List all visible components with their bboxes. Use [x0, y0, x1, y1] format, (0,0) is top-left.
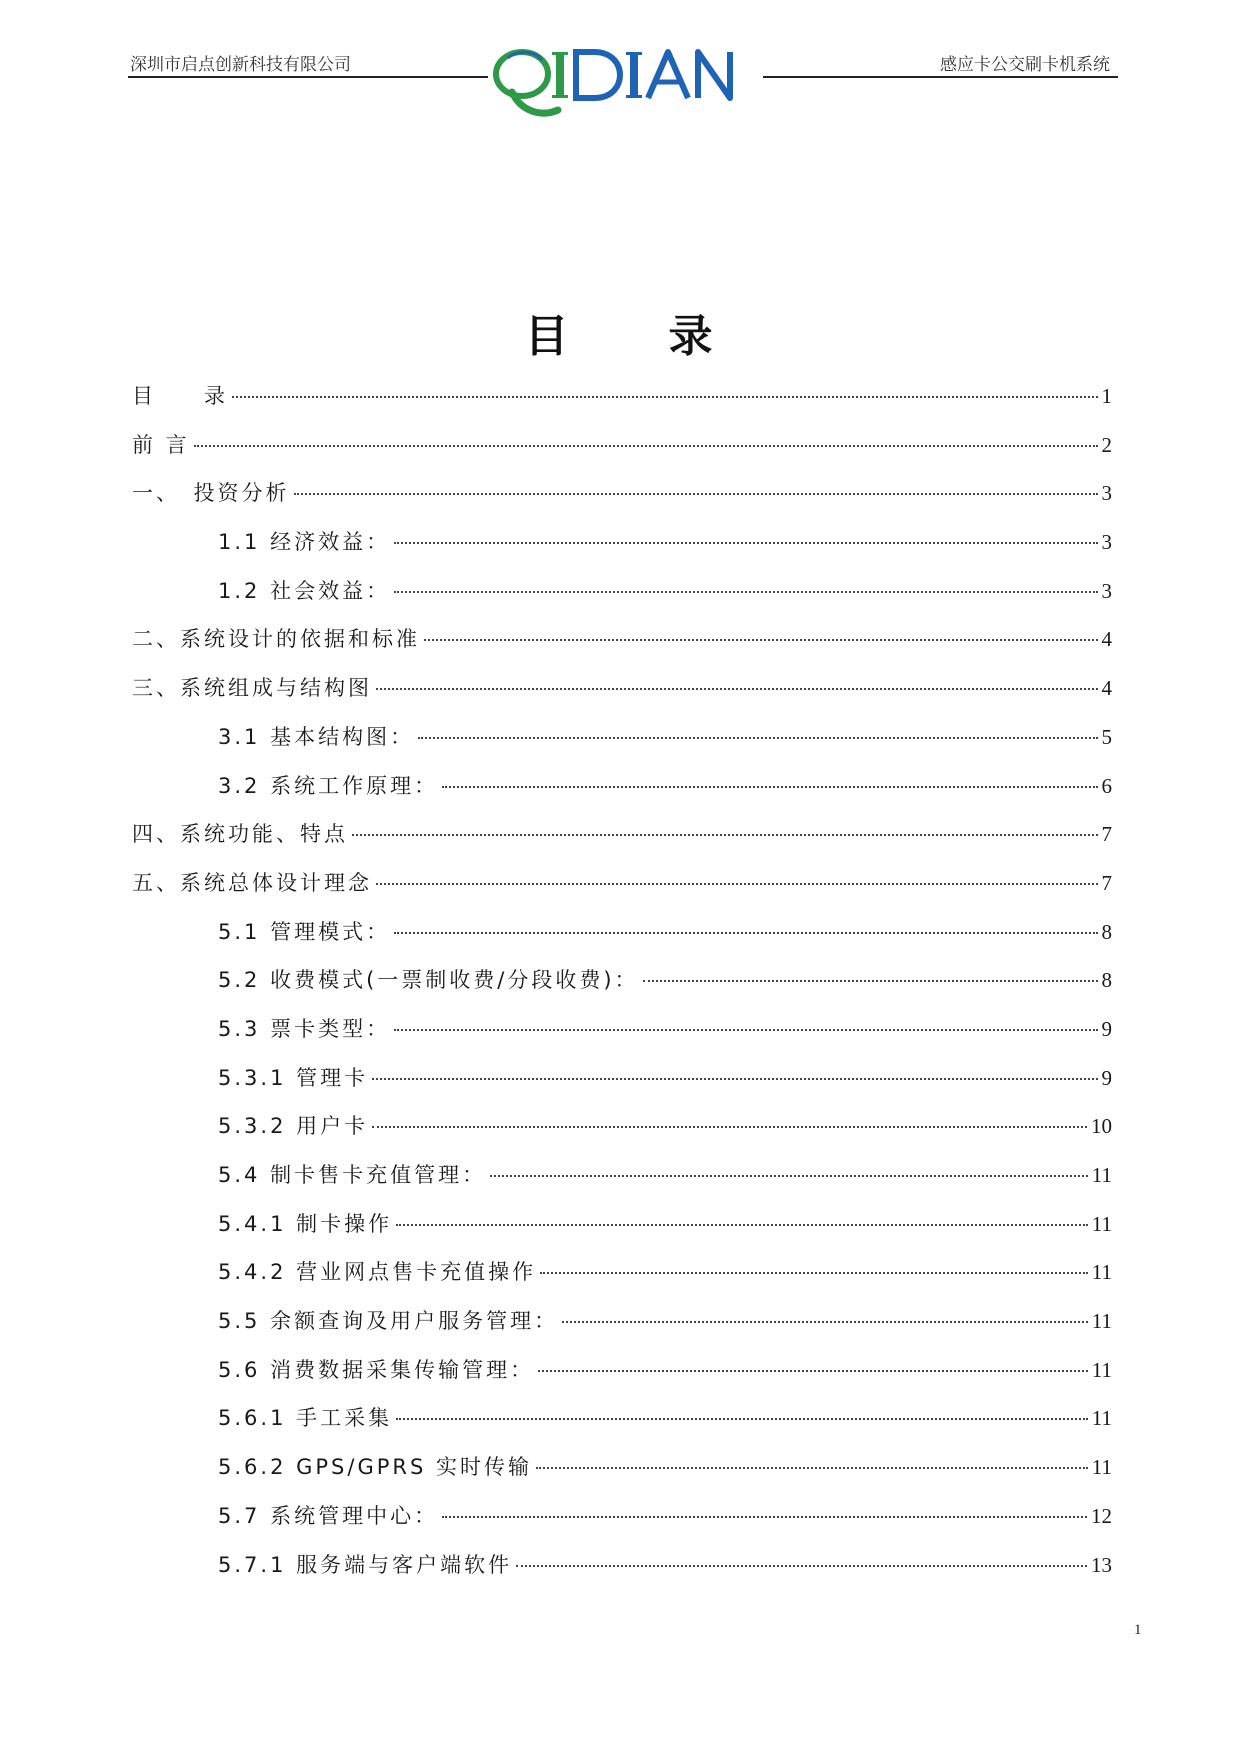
- toc-entry[interactable]: [132, 1110, 1112, 1159]
- toc-leader-dots: [538, 1370, 1088, 1372]
- toc-entry-page: 3: [1101, 578, 1112, 603]
- toc-entry-page: 11: [1091, 1260, 1112, 1285]
- toc-entry-label: 5.2 收费模式(一票制收费/分段收费)：: [218, 968, 639, 993]
- toc-leader-dots: [372, 1078, 1097, 1080]
- toc-entry-label: 5.6 消费数据采集传输管理：: [218, 1357, 535, 1382]
- toc-entry-page: 9: [1101, 1065, 1112, 1090]
- company-name: 深圳市启点创新科技有限公司: [130, 55, 351, 75]
- toc-entry[interactable]: [132, 770, 1112, 819]
- toc-entry-label: 5.6.2 GPS/GPRS 实时传输: [218, 1455, 532, 1480]
- toc-entry[interactable]: [132, 1062, 1112, 1111]
- toc-entry-page: 4: [1101, 627, 1112, 652]
- toc-leader-dots: [562, 1321, 1088, 1323]
- toc-entry-label: 1.1 经济效益：: [218, 530, 391, 555]
- toc-entry[interactable]: [132, 429, 1112, 478]
- toc-leader-dots: [394, 932, 1097, 934]
- toc-entry[interactable]: [132, 867, 1112, 916]
- toc-entry-page: 3: [1101, 481, 1112, 506]
- toc-entry-label: 5.5 余额查询及用户服务管理：: [218, 1309, 559, 1334]
- toc-entry-label: 目 录: [132, 384, 228, 408]
- toc-leader-dots: [490, 1175, 1088, 1177]
- toc-entry-label: 5.1 管理模式：: [218, 919, 391, 944]
- toc-leader-dots: [442, 1516, 1087, 1518]
- toc-title-text: 目 录: [524, 311, 717, 362]
- toc-entry-label: 一、 投资分析: [132, 481, 290, 506]
- toc-entry[interactable]: [132, 526, 1112, 575]
- toc-entry-page: 1: [1101, 384, 1112, 408]
- toc-entry-page: 9: [1101, 1016, 1112, 1041]
- toc-entry-page: 3: [1101, 530, 1112, 555]
- toc-entry-page: 7: [1101, 870, 1112, 895]
- toc-leader-dots: [394, 1029, 1097, 1031]
- toc-entry-page: 4: [1101, 676, 1112, 701]
- toc-entry-page: 6: [1101, 773, 1112, 798]
- toc-leader-dots: [394, 542, 1097, 544]
- page-number: 1: [1134, 1622, 1142, 1638]
- toc-entry-label: 3.1 基本结构图：: [218, 724, 415, 749]
- qidian-logo: [490, 44, 762, 124]
- toc-entry[interactable]: [132, 964, 1112, 1013]
- toc-leader-dots: [232, 396, 1098, 398]
- toc-entry-label: 5.4 制卡售卡充值管理：: [218, 1163, 487, 1187]
- toc-entry-label: 3.2 系统工作原理：: [218, 773, 439, 798]
- header-rule-right: [763, 76, 1118, 78]
- toc-leader-dots: [643, 980, 1098, 982]
- toc-entry-label: 5.7.1 服务端与客户端软件: [218, 1552, 513, 1577]
- toc-entry-page: 2: [1101, 432, 1112, 457]
- toc-entry-page: 8: [1101, 968, 1112, 993]
- toc-leader-dots: [376, 883, 1098, 885]
- toc-entry-label: 5.4.1 制卡操作: [218, 1211, 393, 1236]
- toc-leader-dots: [294, 493, 1098, 495]
- toc-entry[interactable]: [132, 1402, 1112, 1451]
- toc-entry-page: 11: [1091, 1455, 1112, 1480]
- toc-leader-dots: [516, 1565, 1087, 1567]
- toc-entry-page: 11: [1091, 1309, 1112, 1334]
- toc-entry[interactable]: [132, 623, 1112, 672]
- toc-entry-label: 1.2 社会效益：: [218, 578, 391, 603]
- toc-leader-dots: [394, 591, 1097, 593]
- toc-entry[interactable]: [132, 575, 1112, 624]
- toc-leader-dots: [352, 834, 1098, 836]
- toc-entry[interactable]: [132, 1451, 1112, 1500]
- toc-leader-dots: [396, 1224, 1088, 1226]
- toc-leader-dots: [396, 1418, 1088, 1420]
- toc-entry[interactable]: [132, 380, 1112, 429]
- toc-leader-dots: [194, 445, 1098, 447]
- toc-entry-label: 5.7 系统管理中心：: [218, 1503, 439, 1528]
- toc-entry-page: 13: [1091, 1552, 1112, 1577]
- toc-entry-page: 12: [1091, 1503, 1112, 1528]
- system-name: 感应卡公交刷卡机系统: [940, 55, 1110, 75]
- toc-entry-page: 5: [1101, 724, 1112, 749]
- header-rule-left: [128, 76, 488, 78]
- toc-entry-page: 7: [1101, 822, 1112, 847]
- toc-leader-dots: [536, 1467, 1088, 1469]
- toc-entry-label: 5.3 票卡类型：: [218, 1016, 391, 1041]
- page-header: [128, 44, 1118, 124]
- toc-entry[interactable]: [132, 1549, 1112, 1598]
- toc-entry-label: 三、系统组成与结构图: [132, 676, 372, 701]
- toc-entry[interactable]: [132, 477, 1112, 526]
- toc-entry[interactable]: [132, 672, 1112, 721]
- toc-leader-dots: [442, 786, 1097, 788]
- toc-entry[interactable]: [132, 721, 1112, 770]
- toc-leader-dots: [424, 639, 1098, 641]
- toc-leader-dots: [418, 737, 1097, 739]
- toc-entry-page: 11: [1091, 1163, 1112, 1187]
- toc-list: [132, 380, 1112, 1597]
- toc-entry-label: 四、系统功能、特点: [132, 822, 348, 847]
- toc-entry-label: 前 言: [132, 432, 190, 457]
- toc-entry-label: 5.4.2 营业网点售卡充值操作: [218, 1260, 537, 1285]
- toc-entry-label: 5.3.1 管理卡: [218, 1065, 369, 1090]
- toc-entry-label: 5.3.2 用户卡: [218, 1114, 369, 1139]
- toc-entry-label: 二、系统设计的依据和标准: [132, 627, 420, 652]
- toc-leader-dots: [540, 1272, 1088, 1274]
- toc-title: [0, 300, 1241, 364]
- toc-entry-label: 5.6.1 手工采集: [218, 1406, 393, 1431]
- toc-entry-page: 11: [1091, 1406, 1112, 1431]
- toc-entry[interactable]: [132, 818, 1112, 867]
- toc-entry-label: 五、系统总体设计理念: [132, 870, 372, 895]
- toc-entry[interactable]: [132, 1354, 1112, 1403]
- toc-entry-page: 10: [1091, 1114, 1112, 1139]
- toc-entry[interactable]: [132, 916, 1112, 965]
- toc-leader-dots: [372, 1126, 1087, 1128]
- toc-entry[interactable]: [132, 1013, 1112, 1062]
- toc-entry[interactable]: [132, 1208, 1112, 1257]
- toc-entry[interactable]: [132, 1305, 1112, 1354]
- toc-leader-dots: [376, 688, 1098, 690]
- toc-entry-page: 11: [1091, 1357, 1112, 1382]
- toc-entry[interactable]: [132, 1500, 1112, 1549]
- toc-entry-page: 8: [1101, 919, 1112, 944]
- toc-entry-page: 11: [1091, 1211, 1112, 1236]
- toc-entry[interactable]: [132, 1159, 1112, 1208]
- toc-entry[interactable]: [132, 1256, 1112, 1305]
